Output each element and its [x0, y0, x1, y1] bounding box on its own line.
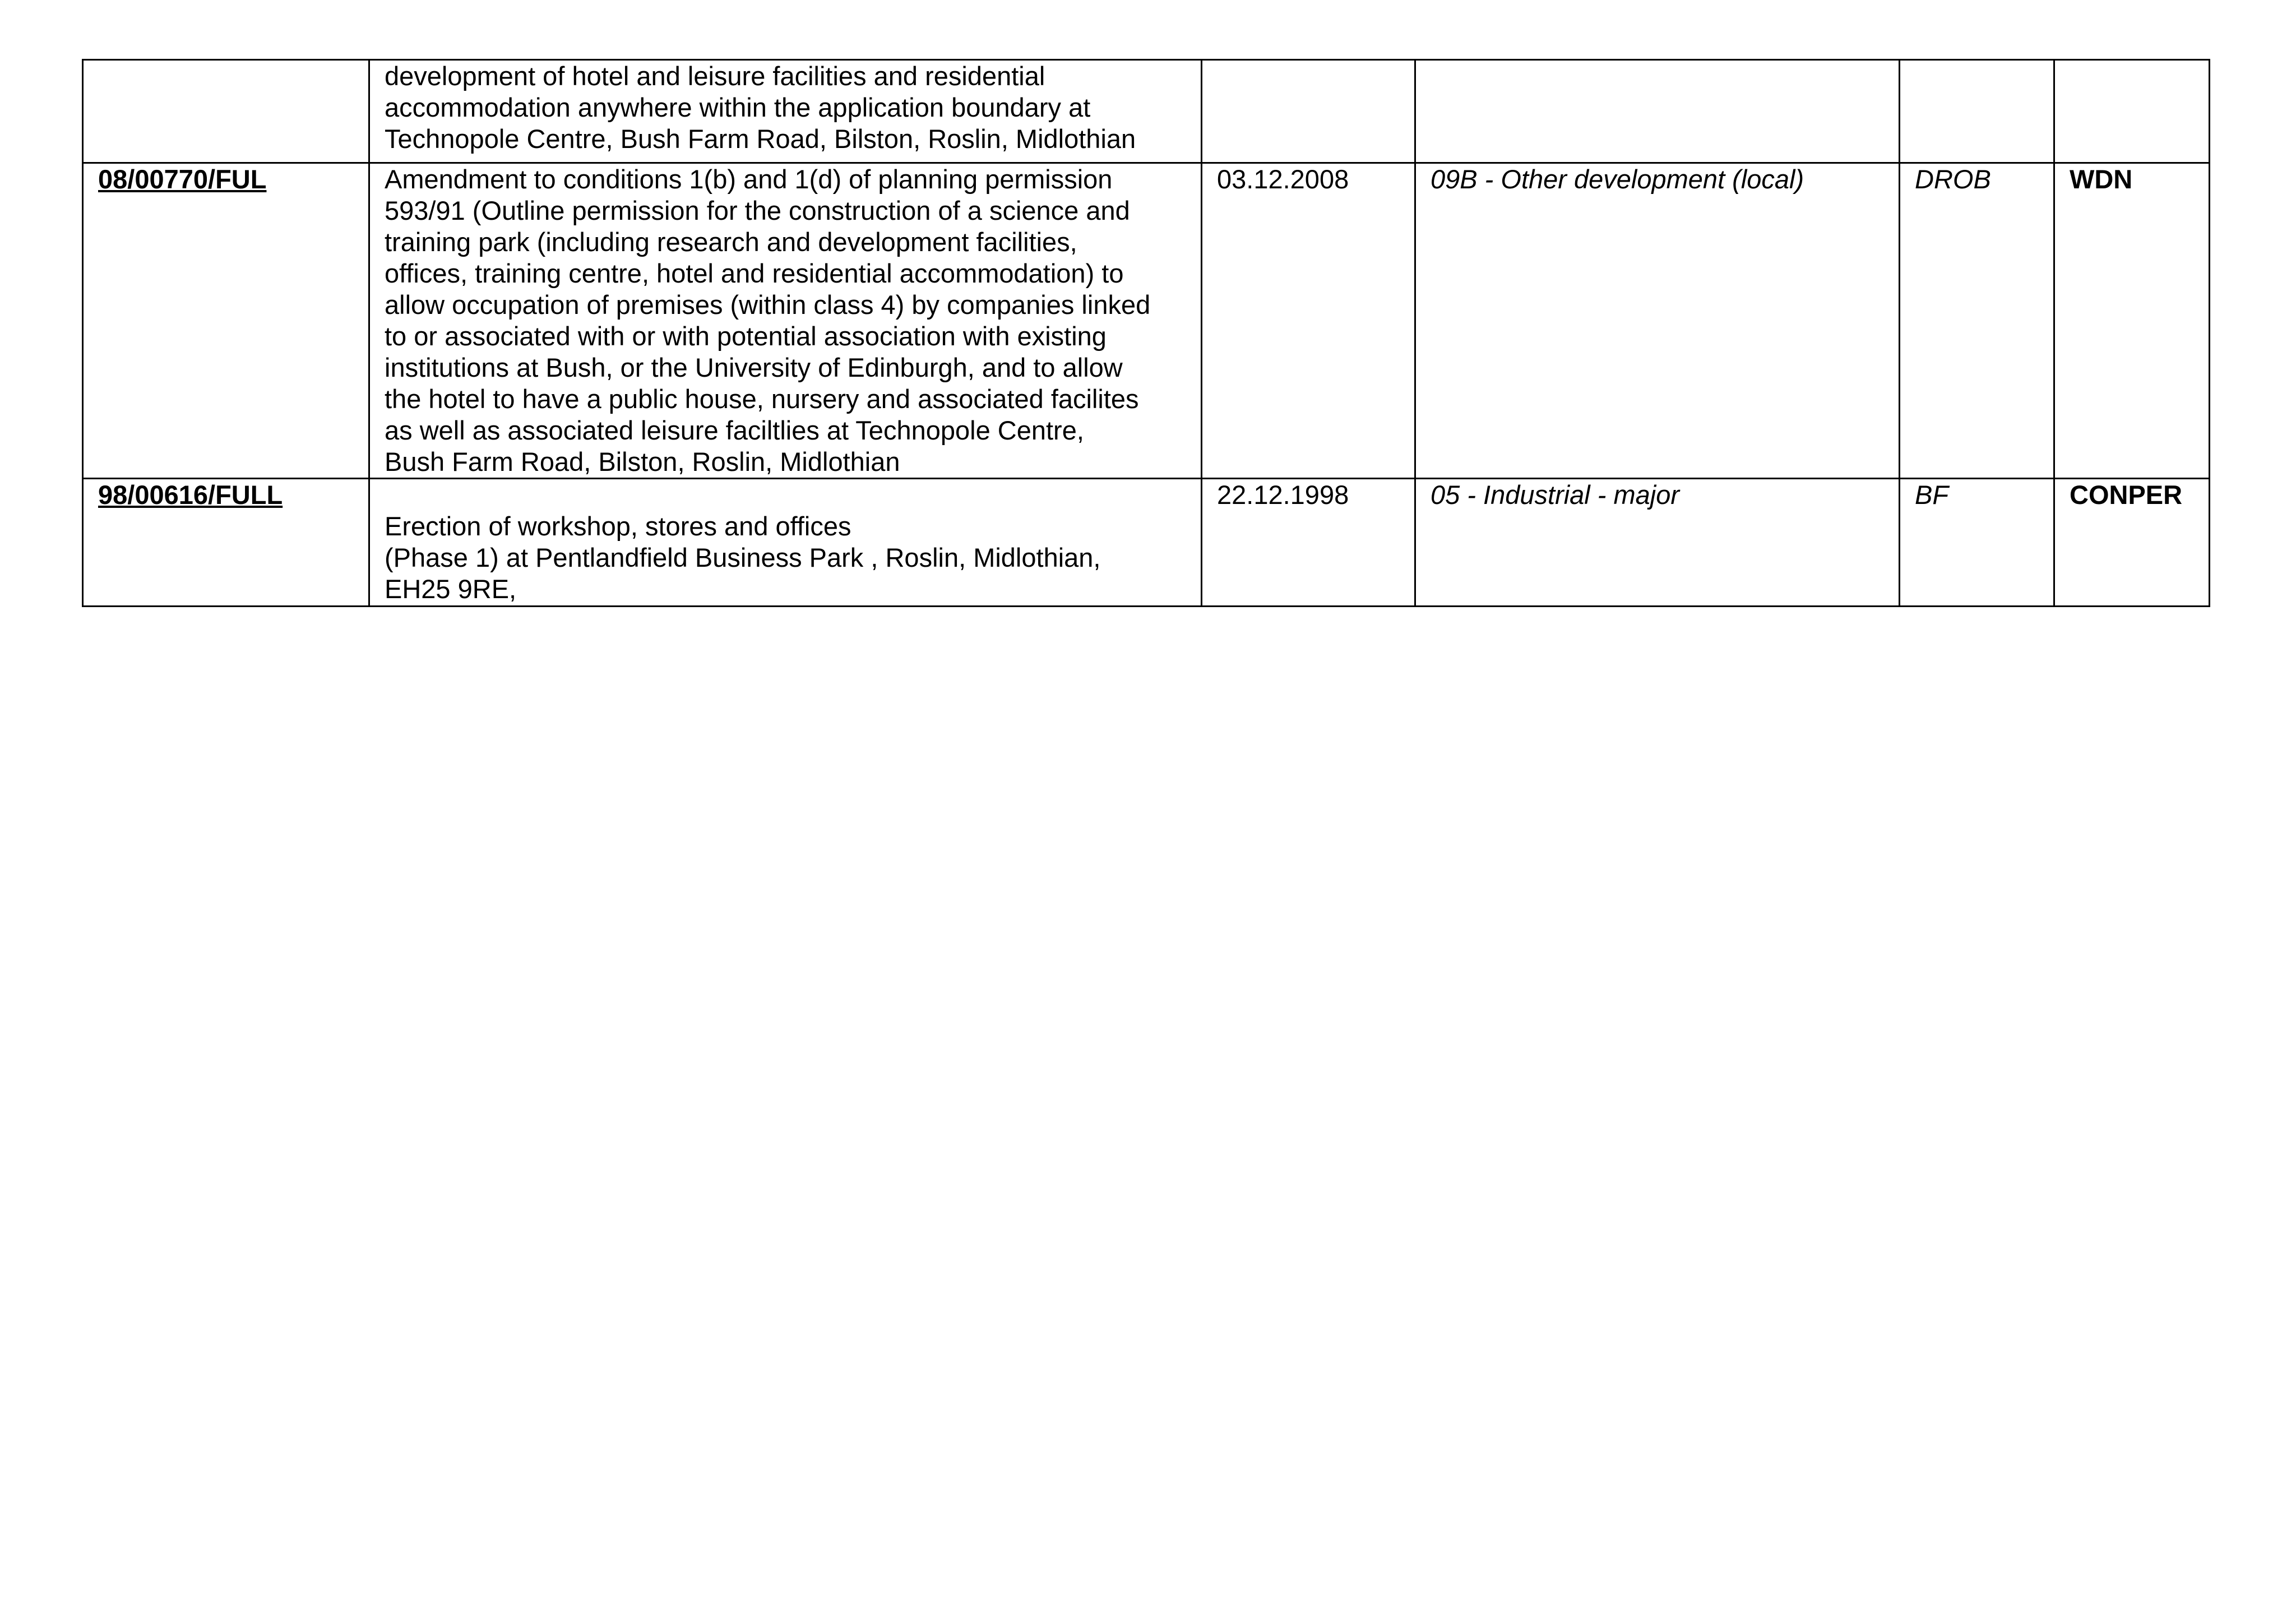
description-line: the hotel to have a public house, nursery and associated facilites	[385, 384, 1139, 414]
table-row	[83, 163, 2210, 479]
description-line: development of hotel and leisure facilities and residential	[385, 61, 1045, 91]
category-cell: 09B - Other development (local)	[1415, 163, 1900, 479]
description-cell	[369, 163, 1202, 479]
decision-cell	[2054, 60, 2210, 163]
reference-link[interactable]: 08/00770/FUL	[98, 164, 267, 194]
description-line: EH25 9RE,	[385, 574, 517, 604]
reference-link[interactable]: 98/00616/FULL	[98, 480, 283, 510]
category-cell	[1415, 60, 1900, 163]
description-line: Erection of workshop, stores and offices	[385, 511, 851, 541]
officer-cell	[1900, 60, 2054, 163]
date-cell	[1202, 60, 1415, 163]
description-cell	[369, 479, 1202, 607]
description-line: institutions at Bush, or the University of Edinburgh, and to allow	[385, 353, 1123, 382]
description-line: to or associated with or with potential association with existing	[385, 321, 1107, 351]
table-row	[83, 60, 2210, 163]
decision-cell: CONPER	[2054, 479, 2210, 607]
applications-table	[82, 59, 2210, 607]
description-line: Bush Farm Road, Bilston, Roslin, Midlothian	[385, 447, 900, 476]
officer-cell: BF	[1900, 479, 2054, 607]
description-line: training park (including research and development facilities,	[385, 227, 1077, 257]
description-line: as well as associated leisure faciltlies at Technopole Centre,	[385, 415, 1084, 445]
table-row	[83, 479, 2210, 607]
description-cell	[369, 60, 1202, 163]
date-cell: 03.12.2008	[1202, 163, 1415, 479]
description-line: Technopole Centre, Bush Farm Road, Bilston, Roslin, Midlothian	[385, 124, 1136, 154]
description-line: 593/91 (Outline permission for the construction of a science and	[385, 196, 1130, 225]
description-line: Amendment to conditions 1(b) and 1(d) of planning permission	[385, 164, 1113, 194]
description-line: offices, training centre, hotel and residential accommodation) to	[385, 258, 1124, 288]
date-cell: 22.12.1998	[1202, 479, 1415, 607]
reference-cell	[83, 60, 369, 163]
officer-cell: DROB	[1900, 163, 2054, 479]
reference-cell	[83, 479, 369, 607]
description-line: allow occupation of premises (within class 4) by companies linked	[385, 290, 1151, 320]
description-line: (Phase 1) at Pentlandfield Business Park , Roslin, Midlothian,	[385, 543, 1101, 572]
description-line: accommodation anywhere within the application boundary at	[385, 92, 1091, 122]
decision-cell: WDN	[2054, 163, 2210, 479]
description-spacer	[385, 479, 1186, 511]
reference-cell	[83, 163, 369, 479]
category-cell: 05 - Industrial - major	[1415, 479, 1900, 607]
